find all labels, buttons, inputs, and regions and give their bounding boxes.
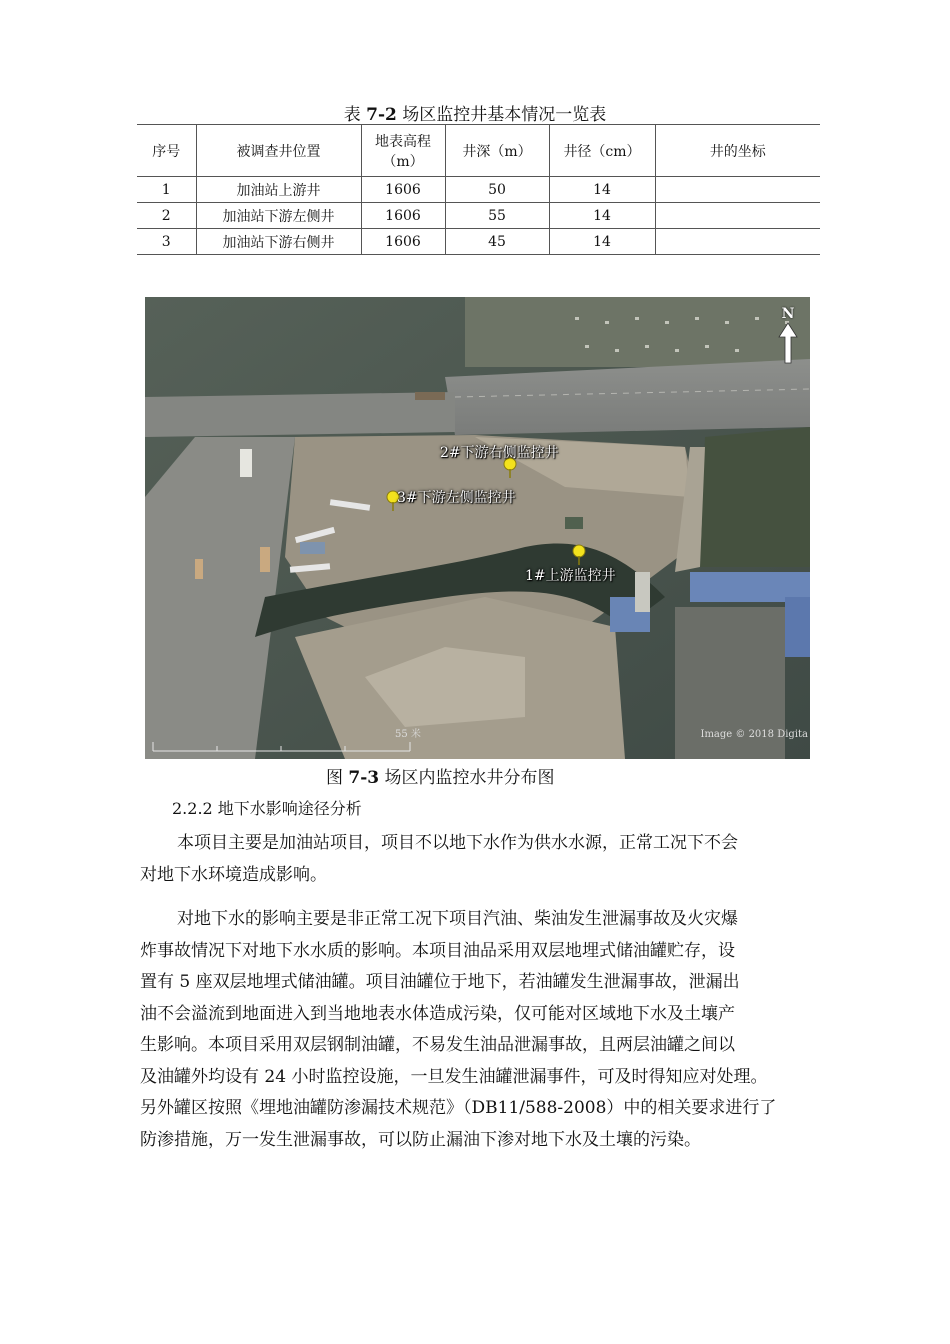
cell-well-location: 加油站下游左侧井 [196, 203, 361, 229]
table-row [137, 177, 820, 203]
paragraph-line: 另外罐区按照《埋地油罐防渗漏技术规范》（DB11/588-2008）中的相关要求进行了 [140, 1098, 777, 1118]
map-label-well2: 2#下游右侧监控井 [440, 445, 559, 461]
cell-well-diameter: 14 [549, 229, 655, 255]
cell-well-depth: 45 [445, 229, 549, 255]
cell-well-location: 加油站上游井 [196, 177, 361, 203]
cell-well-coordinates [655, 203, 820, 229]
paragraph-1 [140, 828, 832, 891]
paragraph-line: 炸事故情况下对地下水水质的影响。本项目油品采用双层地埋式储油罐贮存，设 [140, 940, 735, 961]
cell-serial-number: 2 [137, 203, 196, 229]
map-label-well3: 3#下游左侧监控井 [397, 490, 516, 506]
map-pin-icon-well1 [571, 544, 587, 566]
cell-surface-elevation: 1606 [361, 203, 445, 229]
header-well-diameter: 井径（cm） [549, 125, 655, 177]
paragraph-line: 生影响。本项目采用双层钢制油罐，不易发生油品泄漏事故，且两层油罐之间以 [140, 1035, 735, 1055]
figure-caption: 图 7-3 场区内监控水井分布图 [326, 768, 555, 788]
header-well-depth: 井深（m） [445, 125, 549, 177]
paragraph-line: 及油罐外均设有 24 小时监控设施，一旦发生油罐泄漏事件，可及时得知应对处理。 [140, 1066, 768, 1087]
cell-well-diameter: 14 [549, 177, 655, 203]
cell-serial-number: 1 [161, 181, 171, 198]
north-arrow [778, 307, 798, 365]
paragraph-line: 置有 5 座双层地埋式储油罐。项目油罐位于地下，若油罐发生泄漏事故，泄漏出 [140, 972, 740, 992]
map-scale-label: 55 米 [395, 729, 421, 740]
paragraph-line: 对地下水环境造成影响。 [140, 864, 327, 885]
header-well-location: 被调查井位置 [196, 125, 361, 177]
header-well-coordinates: 井的坐标 [655, 125, 820, 177]
table-row [137, 203, 820, 229]
section-heading: 2.2.2 地下水影响途径分析 [172, 799, 362, 818]
map-image-credit: Image © 2018 Digita [700, 729, 808, 740]
paragraph-2 [140, 904, 832, 1156]
satellite-map [145, 297, 810, 759]
cell-surface-elevation: 1606 [361, 177, 445, 203]
paragraph-line: 对地下水的影响主要是非正常工况下项目汽油、柴油发生泄漏事故及火灾爆 [177, 909, 738, 929]
north-arrow-icon [778, 321, 798, 365]
map-label-well1: 1#上游监控井 [525, 568, 616, 584]
paragraph-line: 防渗措施，万一发生泄漏事故，可以防止漏油下渗对地下水及土壤的污染。 [140, 1129, 701, 1150]
cell-well-coordinates [655, 177, 820, 203]
header-surface-elevation: 地表高程 （m） [361, 125, 445, 177]
table-row [137, 229, 820, 255]
satellite-map-background [145, 297, 810, 759]
cell-well-depth: 50 [445, 177, 549, 203]
paragraph-line: 油不会溢流到地面进入到当地地表水体造成污染，仅可能对区域地下水及土壤产 [140, 1003, 735, 1024]
cell-serial-number: 3 [137, 229, 196, 255]
paragraph-line: 本项目主要是加油站项目，项目不以地下水作为供水水源，正常工况下不会 [177, 833, 738, 853]
monitoring-well-table [137, 124, 820, 255]
cell-well-depth: 55 [445, 203, 549, 229]
cell-well-coordinates [655, 229, 820, 255]
cell-well-diameter: 14 [549, 203, 655, 229]
table-header-row [137, 125, 820, 177]
table-caption: 表 7-2 场区监控井基本情况一览表 [343, 105, 607, 125]
cell-surface-elevation: 1606 [361, 229, 445, 255]
cell-well-location: 加油站下游右侧井 [196, 229, 361, 255]
header-serial-number: 序号 [137, 125, 196, 177]
north-label: N [781, 306, 795, 322]
